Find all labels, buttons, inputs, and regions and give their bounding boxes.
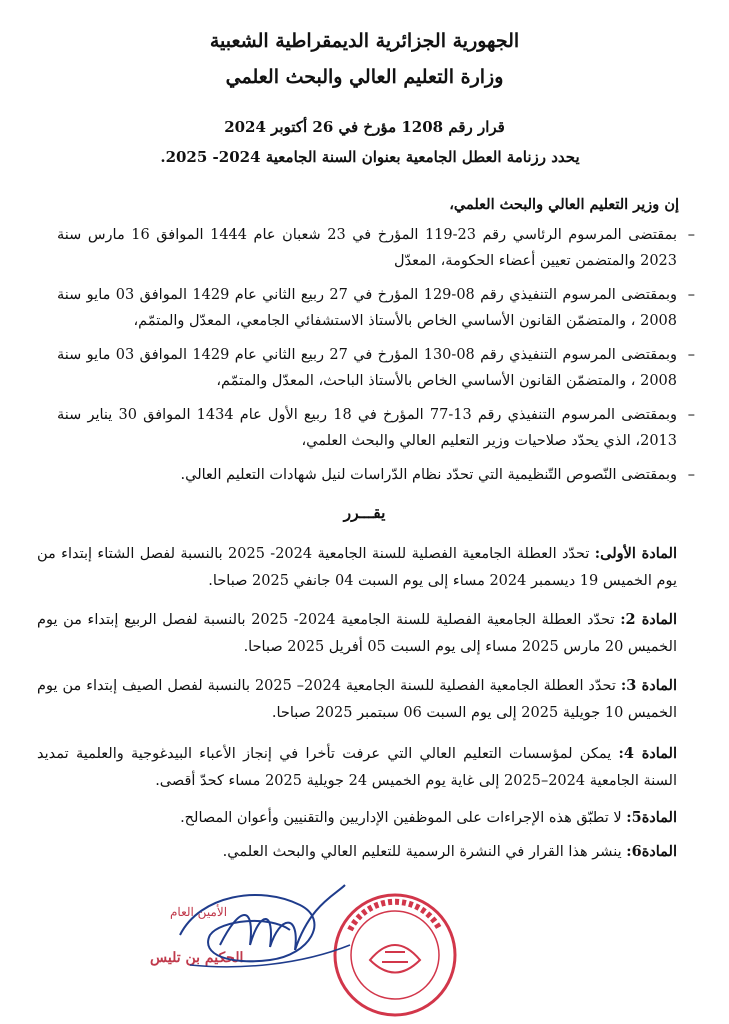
article-label: المادة 3: [620,677,677,694]
republic-heading: الجهورية الجزائرية الديمقراطية الشعبية [209,30,520,52]
signatory-name: الحكيم بن تليس [150,950,244,966]
signatory-title: الأمين العام [170,905,228,919]
decision-subject: يحدد رزنامة العطل الجامعية بعنوان السنة الجامعية 2024- 2025. [160,148,580,166]
article-3: المادة 3: تحدّد العطلة الجامعية الفصلية للسنة الجامعية 2024– 2025 بالنسبة لفصل الصيف إبتداء من يوم الخميس 10 جويلية 2025 إلى يوم السبت 06 سبتمبر 2025 صباحا. [37,677,677,721]
handwritten-signature-icon [160,875,360,985]
decides-heading: يقـــرر [343,503,386,522]
visa-item: – وبمقتضى النّصوص التّنظيمية التي تحدّد نظام الدّراسات لنيل شهادات التعليم العالي. [180,467,695,483]
visa-item: – وبمقتضى المرسوم التنفيذي رقم 13-77 المؤرخ في 18 ربيع الأول عام 1434 الموافق 30 يناير سنة 2013، الذي يحدّد صلاحيات وزير التعليم العالي والبحث العلمي، [57,407,695,449]
article-label: المادة6: [626,843,677,860]
visa-item: – وبمقتضى المرسوم التنفيذي رقم 08-130 المؤرخ في 27 ربيع الثاني عام 1429 الموافق 03 مايو سنة 2008 ، والمتضمّن القانون الأساسي الخاص بالأستاذ الباحث، المعدّل والمتمّم، [57,347,695,389]
article-label: المادة الأولى: [594,545,677,562]
decision-reference: قرار رقم 1208 مؤرخ في 26 أكتوبر 2024 [224,118,505,136]
article-2: المادة 2: تحدّد العطلة الجامعية الفصلية للسنة الجامعية 2024- 2025 بالنسبة لفصل الربيع إبتداء من يوم الخميس 20 مارس 2025 مساء إلى يوم السبت 05 أفريل 2025 صباحا. [37,611,678,655]
article-label: المادة 4: [618,745,677,762]
visa-item: – بمقتضى المرسوم الرئاسي رقم 23-119 المؤرخ في 23 شعبان عام 1444 الموافق 16 مارس سنة 2023 والمتضمن تعيين أعضاء الحكومة، المعدّل [57,227,695,269]
article-1: المادة الأولى: تحدّد العطلة الجامعية الفصلية للسنة الجامعية 2024- 2025 بالنسبة لفصل الشتاء إبتداء من يوم الخميس 19 ديسمبر 2024 مساء إلى يوم السبت 04 جانفي 2025 صباحا. [37,545,677,589]
ministry-heading: وزارة التعليم العالي والبحث العلمي [225,66,504,88]
article-4: المادة 4: يمكن لمؤسسات التعليم العالي التي عرفت تأخرا في إنجاز الأعباء البيدغوجية والعلمية تمديد السنة الجامعية 2024–2025 إلى غاية يوم الخميس 24 جويلية 2025 مساء كحدّ أقصى. [37,745,677,789]
article-5: المادة5: لا تطبّق هذه الإجراءات على الموظفين الإداريين والتقنيين وأعوان المصالح. [180,809,677,826]
article-label: المادة5: [626,809,677,826]
article-6: المادة6: ينشر هذا القرار في النشرة الرسمية للتعليم العالي والبحث العلمي. [222,843,677,860]
article-label: المادة 2: [620,611,678,628]
visa-item: – وبمقتضى المرسوم التنفيذي رقم 08-129 المؤرخ في 27 ربيع الثاني عام 1429 الموافق 03 مايو سنة 2008 ، والمتضمّن القانون الأساسي الخاص بالأستاذ الاستشفائي الجامعي، المعدّل والمتمّم، [57,287,695,329]
intro-line: إن وزير التعليم العالي والبحث العلمي، [449,196,679,213]
